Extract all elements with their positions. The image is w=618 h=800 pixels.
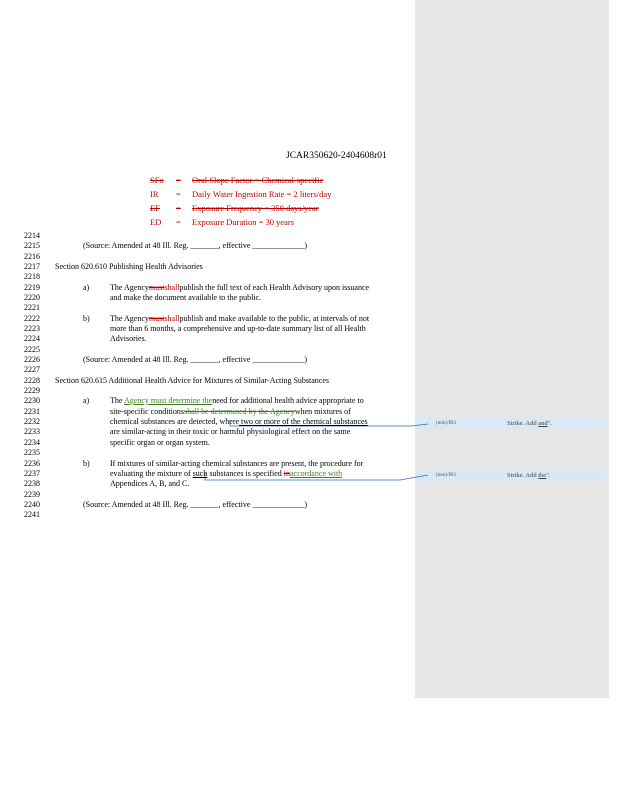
line-number: 2235 bbox=[24, 448, 40, 457]
subsection-label: a) bbox=[83, 283, 90, 292]
line-number: 2224 bbox=[24, 334, 40, 343]
line-number: 2227 bbox=[24, 365, 40, 374]
source-note: (Source: Amended at 48 Ill. Reg. _______, effective _____________) bbox=[83, 500, 308, 509]
line-number: 2241 bbox=[24, 510, 40, 519]
comment-text: Strike. Add and". bbox=[507, 420, 552, 427]
line-number: 2239 bbox=[24, 490, 40, 499]
line-number: 2240 bbox=[24, 500, 40, 509]
line-number: 2215 bbox=[24, 241, 40, 250]
comment-text: Strike. Add the". bbox=[507, 472, 551, 479]
line-number: 2230 bbox=[24, 396, 40, 405]
line-number: 2225 bbox=[24, 345, 40, 354]
paragraph-line: are similar-acting in their toxic or harmful physiological effect on the same bbox=[110, 427, 351, 436]
paragraph-line: and make the document available to the public. bbox=[110, 293, 262, 302]
paragraph-line: The Agency must determine theneed for additional health advice appropriate to bbox=[110, 396, 364, 405]
paragraph-line: chemical substances are detected, where two or more of the chemical substances bbox=[110, 417, 368, 426]
line-number: 2233 bbox=[24, 427, 40, 436]
source-note: (Source: Amended at 48 Ill. Reg. _______, effective _____________) bbox=[83, 355, 308, 364]
comment-author: (mm)/IR3 bbox=[436, 421, 456, 426]
line-number: 2223 bbox=[24, 324, 40, 333]
line-number: 2234 bbox=[24, 438, 40, 447]
section-heading: Section 620.615 Additional Health Advice for Mixtures of Similar-Acting Substances bbox=[55, 376, 330, 385]
paragraph-line: Appendices A, B, and C. bbox=[110, 479, 190, 488]
paragraph-line: Advisories. bbox=[110, 334, 147, 343]
line-number: 2219 bbox=[24, 283, 40, 292]
formula-row-ef: EF = Exposure Frequency = 350 days/year bbox=[150, 203, 319, 213]
source-note: (Source: Amended at 48 Ill. Reg. _______, effective _____________) bbox=[83, 241, 308, 250]
paragraph-line: The Agencymustshallpublish the full text of each Health Advisory upon issuance bbox=[110, 283, 370, 292]
formula-row-ed: ED = Exposure Duration = 30 years bbox=[150, 217, 295, 227]
paragraph-line: If mixtures of similar-acting chemical substances are present, the procedure for bbox=[110, 459, 364, 468]
line-number: 2221 bbox=[24, 303, 40, 312]
subsection-label: b) bbox=[83, 459, 90, 468]
line-number: 2218 bbox=[24, 272, 40, 281]
document-id: JCAR350620-2404608r01 bbox=[286, 151, 387, 161]
paragraph-line: site-specific conditionsshall be determined by the Agencywhen mixtures of bbox=[110, 407, 351, 416]
line-number: 2229 bbox=[24, 386, 40, 395]
paragraph-line: specific organ or organ system. bbox=[110, 438, 210, 447]
line-number: 2222 bbox=[24, 314, 40, 323]
line-number: 2236 bbox=[24, 459, 40, 468]
line-number: 2226 bbox=[24, 355, 40, 364]
line-number: 2217 bbox=[24, 262, 40, 271]
line-number: 2232 bbox=[24, 417, 40, 426]
line-number: 2228 bbox=[24, 376, 40, 385]
line-number: 2238 bbox=[24, 479, 40, 488]
formula-row-sfo: SFo = Oral Slope Factor = Chemical-specific bbox=[150, 175, 324, 185]
line-number: 2214 bbox=[24, 231, 40, 240]
subsection-label: b) bbox=[83, 314, 90, 323]
line-number: 2237 bbox=[24, 469, 40, 478]
line-number: 2220 bbox=[24, 293, 40, 302]
line-number: 2231 bbox=[24, 407, 40, 416]
formula-row-ir: IR = Daily Water Ingestion Rate = 2 liters/day bbox=[150, 189, 332, 199]
section-heading: Section 620.610 Publishing Health Advisories bbox=[55, 262, 203, 271]
comment-author: (mm)/IR3 bbox=[436, 473, 456, 478]
subsection-label: a) bbox=[83, 396, 90, 405]
paragraph-line: more than 6 months, a comprehensive and up-to-date summary list of all Health bbox=[110, 324, 366, 333]
line-number: 2216 bbox=[24, 252, 40, 261]
paragraph-line: The Agencymustshallpublish and make available to the public, at intervals of not bbox=[110, 314, 370, 323]
paragraph-line: evaluating the mixture of such substances is specified inaccordance with bbox=[110, 469, 343, 478]
